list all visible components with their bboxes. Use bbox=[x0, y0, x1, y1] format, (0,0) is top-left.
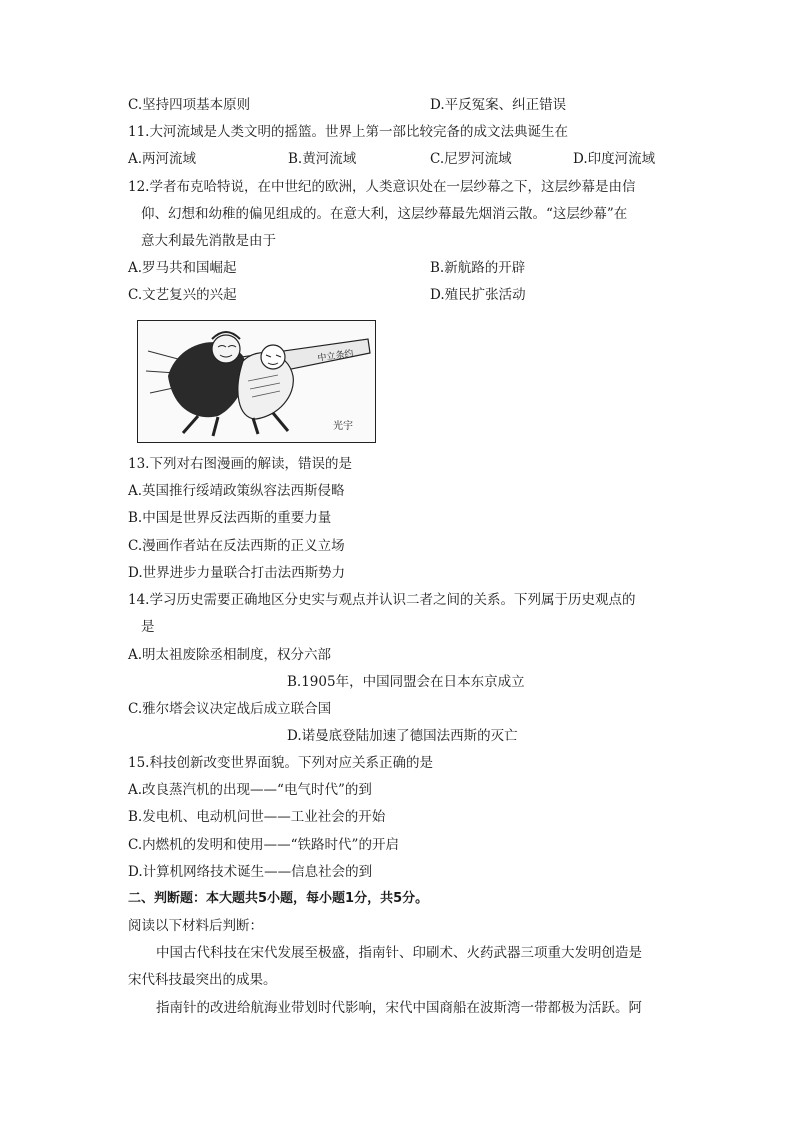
q12-option-c: C.文艺复兴的兴起 bbox=[128, 287, 237, 303]
q11-stem: 11.大河流域是人类文明的摇篮。世界上第一部比较完备的成文法典诞生在 bbox=[128, 124, 568, 140]
q12-option-a: A.罗马共和国崛起 bbox=[128, 260, 237, 276]
cartoon-drawing bbox=[138, 321, 375, 442]
section-2-para-1-line-1: 中国古代科技在宋代发展至极盛，指南针、印刷术、火药武器三项重大发明创造是 bbox=[156, 945, 642, 961]
q11-option-d: D.印度河流域 bbox=[573, 151, 656, 167]
q12-stem-line-3: 意大利最先消散是由于 bbox=[141, 233, 276, 249]
q12-option-d: D.殖民扩张活动 bbox=[430, 287, 526, 303]
cartoon-label-text: 中立条约 bbox=[317, 349, 355, 364]
q13-option-d: D.世界进步力量联合打击法西斯势力 bbox=[128, 565, 346, 581]
q14-stem-line-1: 14.学习历史需要正确地区分史实与观点并认识二者之间的关系。下列属于历史观点的 bbox=[128, 592, 636, 608]
q12-stem-line-1: 12.学者布克哈特说，在中世纪的欧洲，人类意识处在一层纱幕之下，这层纱幕是由信 bbox=[128, 179, 636, 195]
section-2-para-2-line-1: 指南针的改进给航海业带划时代影响，宋代中国商船在波斯湾一带都极为活跃。阿 bbox=[156, 1000, 642, 1016]
q15-option-a: A.改良蒸汽机的出现——“电气时代”的到 bbox=[128, 782, 372, 798]
q15-option-d: D.计算机网络技术诞生——信息社会的到 bbox=[128, 864, 373, 880]
section-2-instruction: 阅读以下材料后判断： bbox=[128, 918, 263, 934]
cartoon-illustration bbox=[137, 320, 376, 443]
section-2-heading: 二、判断题：本大题共5小题，每小题1分，共5分。 bbox=[128, 891, 429, 906]
q14-option-c: C.雅尔塔会议决定战后成立联合国 bbox=[128, 701, 332, 717]
q12-stem-line-2: 仰、幻想和幼稚的偏见组成的。在意大利，这层纱幕最先烟消云散。“这层纱幕”在 bbox=[141, 206, 628, 222]
q15-stem: 15.科技创新改变世界面貌。下列对应关系正确的是 bbox=[128, 755, 433, 771]
q10-option-d: D.平反冤案、纠正错误 bbox=[430, 97, 567, 113]
q14-option-a: A.明太祖废除丞相制度，权分六部 bbox=[128, 647, 332, 663]
q14-option-b: B.1905年，中国同盟会在日本东京成立 bbox=[287, 674, 525, 690]
q11-option-b: B.黄河流域 bbox=[288, 151, 357, 167]
q13-option-a: A.英国推行绥靖政策纵容法西斯侵略 bbox=[128, 483, 345, 499]
cartoon-signature: 光宇 bbox=[333, 421, 353, 432]
q11-option-a: A.两河流域 bbox=[128, 151, 197, 167]
q12-option-b: B.新航路的开辟 bbox=[430, 260, 526, 276]
q13-stem: 13.下列对右图漫画的解读，错误的是 bbox=[128, 456, 352, 472]
q13-option-b: B.中国是世界反法西斯的重要力量 bbox=[128, 510, 332, 526]
q11-option-c: C.尼罗河流域 bbox=[430, 151, 512, 167]
q15-option-b: B.发电机、电动机问世——工业社会的开始 bbox=[128, 809, 386, 825]
q13-option-c: C.漫画作者站在反法西斯的正义立场 bbox=[128, 538, 345, 554]
section-2-para-1-line-2: 宋代科技最突出的成果。 bbox=[128, 972, 277, 988]
q14-option-d: D.诺曼底登陆加速了德国法西斯的灭亡 bbox=[287, 728, 518, 744]
q15-option-c: C.内燃机的发明和使用——“铁路时代”的开启 bbox=[128, 837, 399, 853]
q10-option-c: C.坚持四项基本原则 bbox=[128, 97, 251, 113]
q14-stem-line-2: 是 bbox=[141, 619, 155, 635]
